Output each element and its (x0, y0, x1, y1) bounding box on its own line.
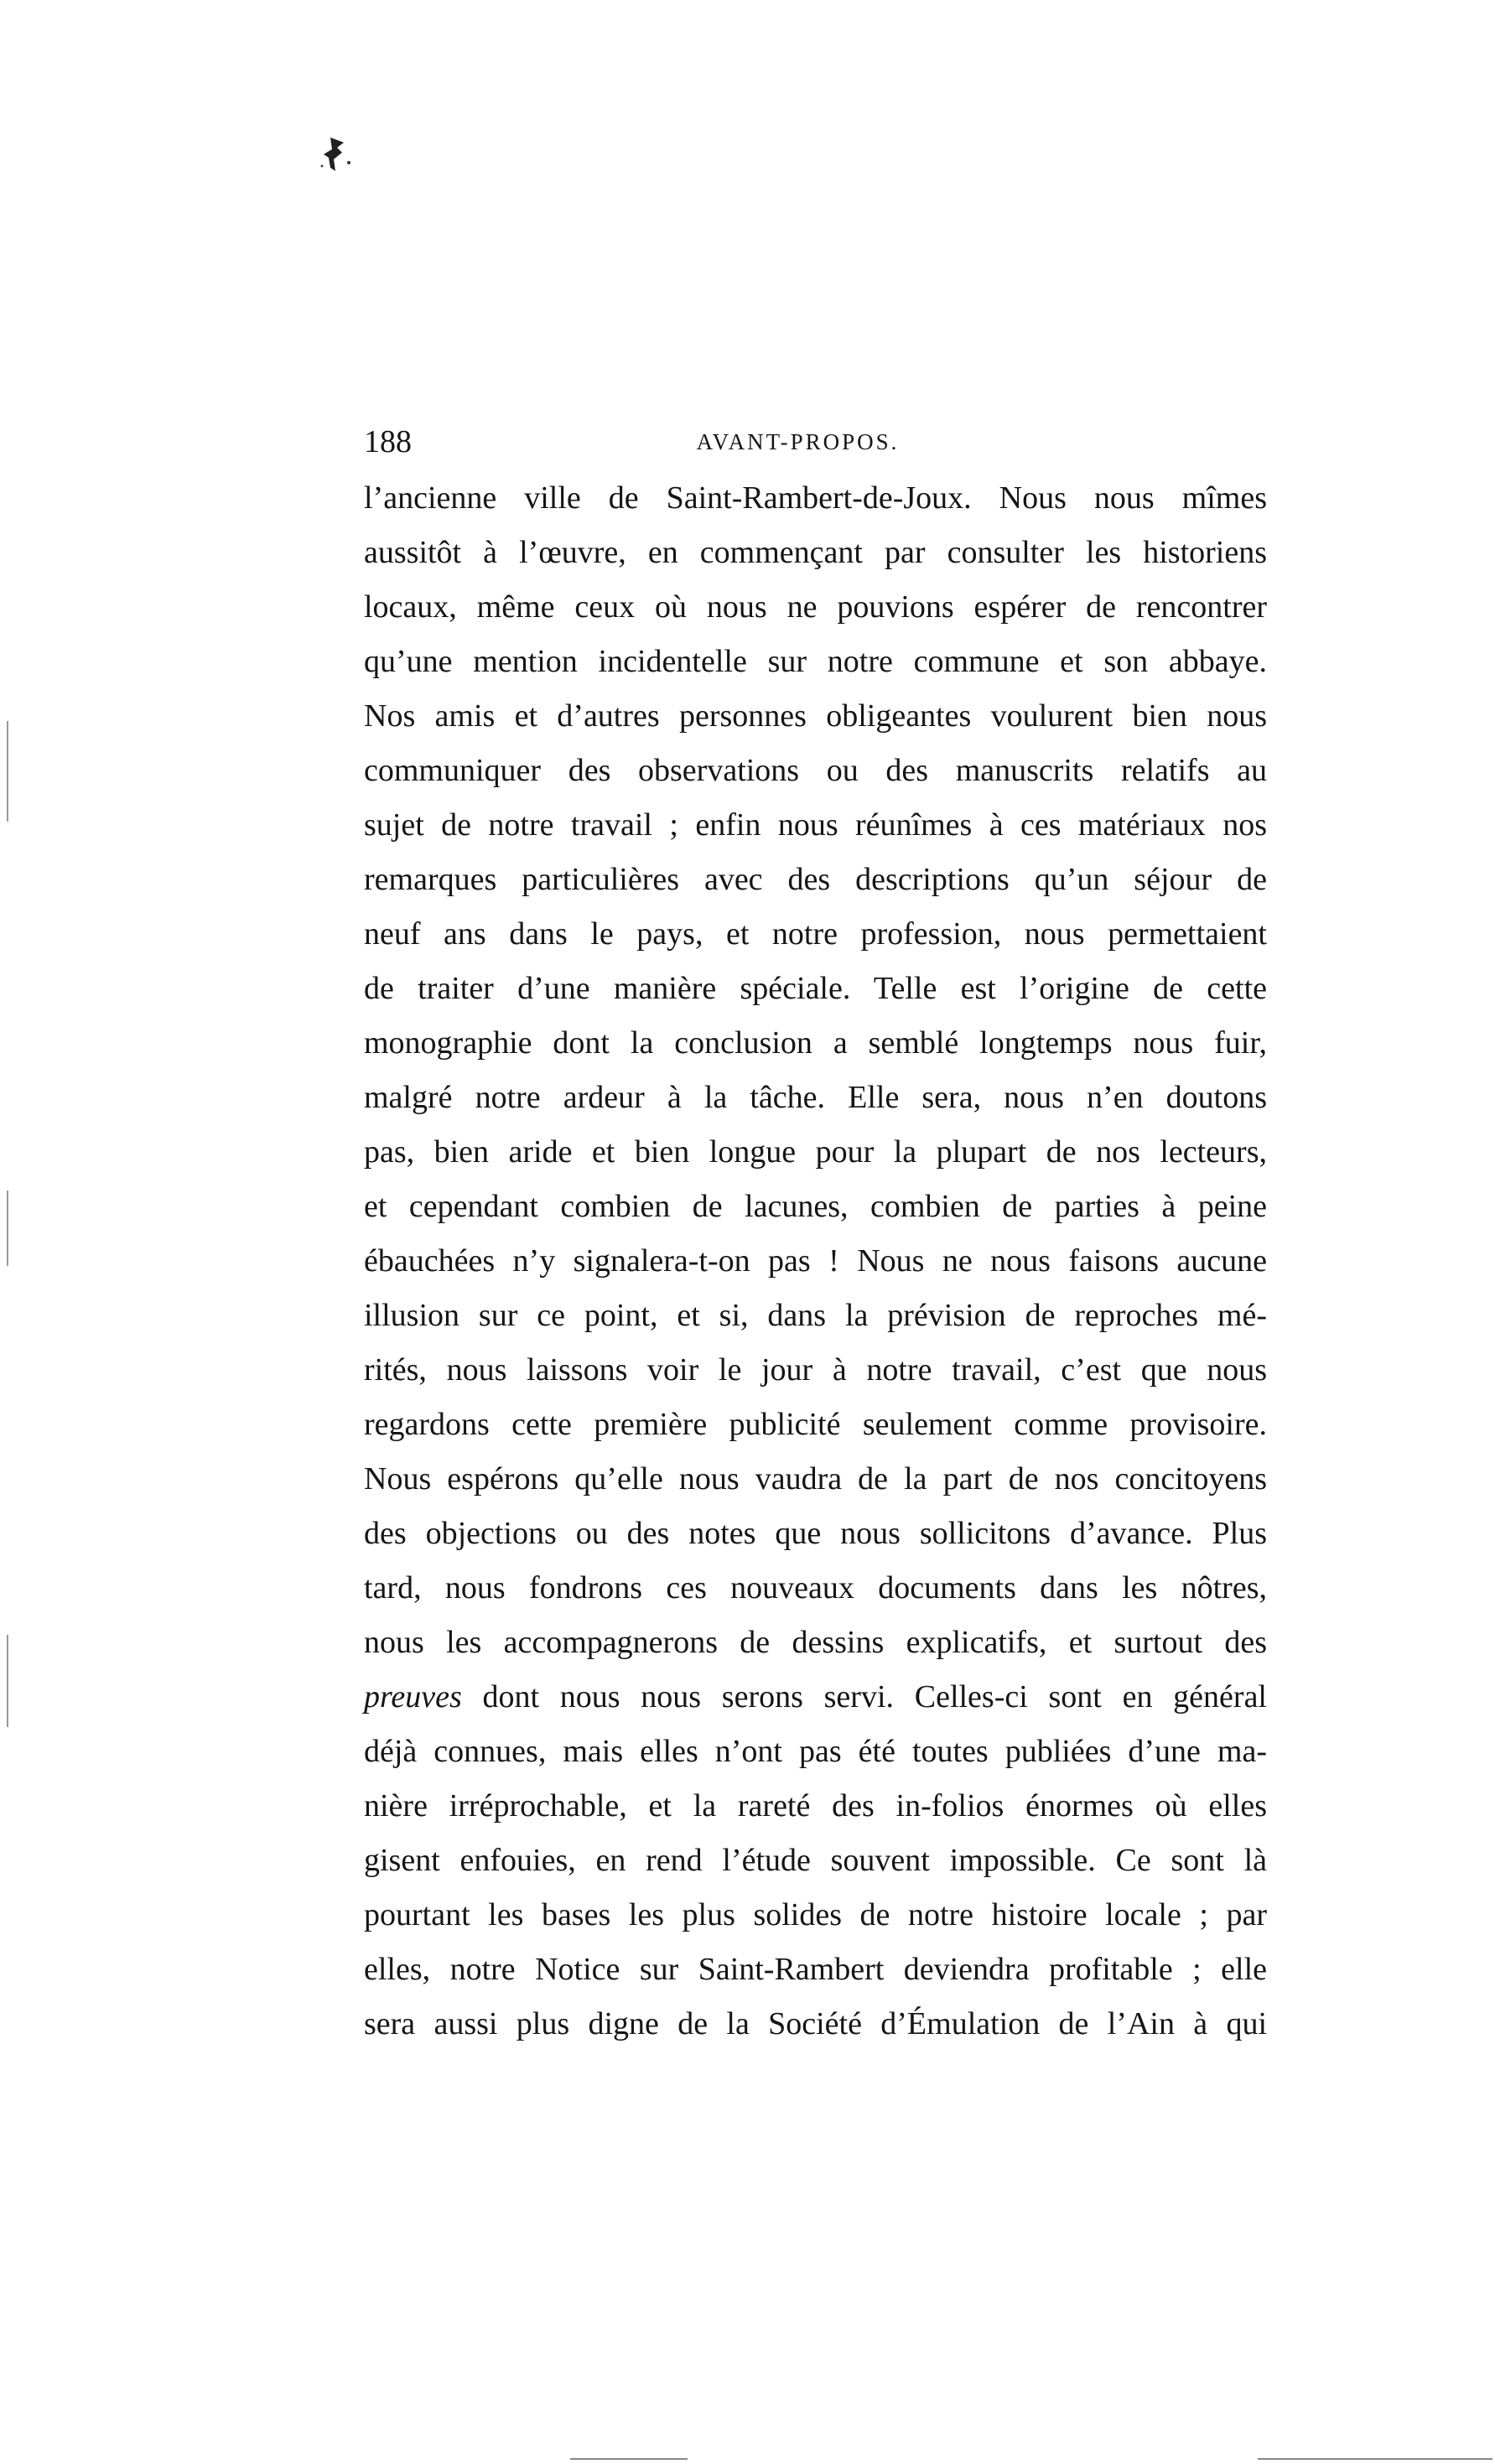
scan-edge-mark (7, 1191, 8, 1266)
running-title: AVANT-PROPOS. (696, 429, 900, 454)
page-number: 188 (364, 424, 412, 459)
text-line: tard, nous fondrons ces nouveaux documents dans les nôtres, (364, 1570, 1267, 1605)
text-line: regardons cette première publicité seulement comme provisoire. (364, 1407, 1267, 1442)
text-line: monographie dont la conclusion a semblé longtemps nous fuir, (364, 1025, 1267, 1061)
text-line: gisent enfouies, en rend l’étude souvent impossible. Ce sont là (364, 1843, 1267, 1878)
text-line: locaux, même ceux où nous ne pouvions espérer de rencontrer (364, 589, 1267, 625)
text-line: des objections ou des notes que nous sollicitons d’avance. Plus (364, 1516, 1267, 1551)
scan-edge-mark (1258, 2458, 1492, 2460)
text-line: malgré notre ardeur à la tâche. Elle sera, nous n’en doutons (364, 1080, 1267, 1115)
text-line: de traiter d’une manière spéciale. Telle est l’origine de cette (364, 971, 1267, 1006)
body-text (364, 476, 1267, 2057)
text-line: nous les accompagnerons de dessins explicatifs, et surtout des (364, 1625, 1267, 1660)
text-line: illusion sur ce point, et si, dans la prévision de reproches mé- (364, 1298, 1267, 1333)
text-line: remarques particulières avec des descriptions qu’un séjour de (364, 862, 1267, 897)
scan-edge-mark (7, 721, 8, 822)
text-line (364, 1675, 1267, 1730)
text-line: ébauchées n’y signalera-t-on pas ! Nous ne nous faisons aucune (364, 1243, 1267, 1279)
text-line: aussitôt à l’œuvre, en commençant par consulter les historiens (364, 535, 1267, 570)
text-line: elles, notre Notice sur Saint-Rambert deviendra profitable ; elle (364, 1952, 1267, 1987)
ink-smudge (319, 134, 352, 176)
text-line: pas, bien aride et bien longue pour la plupart de nos lecteurs, (364, 1134, 1267, 1170)
text-line: sera aussi plus digne de la Société d’Émulation de l’Ain à qui (364, 2006, 1267, 2041)
text-line: l’ancienne ville de Saint-Rambert-de-Joux. Nous nous mîmes (364, 480, 1267, 516)
text-line: qu’une mention incidentelle sur notre commune et son abbaye. (364, 644, 1267, 679)
text-line: sujet de notre travail ; enfin nous réunîmes à ces matériaux nos (364, 807, 1267, 843)
text-line: nière irréprochable, et la rareté des in-folios énormes où elles (364, 1788, 1267, 1823)
scan-edge-mark (570, 2458, 688, 2460)
text-line: neuf ans dans le pays, et notre profession, nous permettaient (364, 916, 1267, 952)
text-line: rités, nous laissons voir le jour à notre travail, c’est que nous (364, 1352, 1267, 1388)
text-span: dont nous nous serons servi. Celles-ci sont en général (461, 1679, 1267, 1714)
text-line: déjà connues, mais elles n’ont pas été toutes publiées d’une ma- (364, 1734, 1267, 1769)
scan-edge-mark (7, 1635, 8, 1727)
text-line: Nous espérons qu’elle nous vaudra de la part de nos concitoyens (364, 1461, 1267, 1497)
text-line: Nos amis et d’autres personnes obligeantes voulurent bien nous (364, 698, 1267, 734)
text-line: pourtant les bases les plus solides de notre histoire locale ; par (364, 1897, 1267, 1932)
italic-word: preuves (364, 1679, 462, 1714)
text-line: et cependant combien de lacunes, combien de parties à peine (364, 1189, 1267, 1224)
text-line: communiquer des observations ou des manuscrits relatifs au (364, 753, 1267, 788)
